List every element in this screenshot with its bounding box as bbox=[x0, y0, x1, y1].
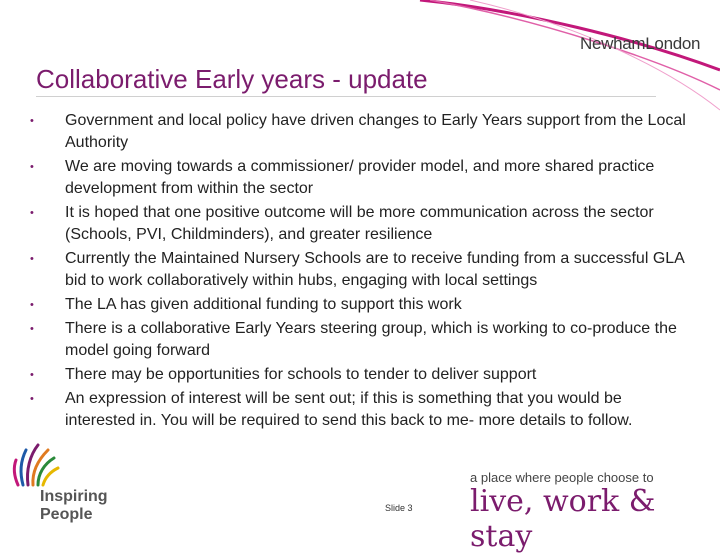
list-item: • There may be opportunities for schools to tender to deliver support bbox=[30, 364, 690, 386]
slide-title: Collaborative Early years - update bbox=[36, 64, 428, 94]
list-item: • Currently the Maintained Nursery Schools are to receive funding from a successful GLA bid to work collaboratively within hubs, engaging with local settings bbox=[30, 248, 690, 292]
list-item: • We are moving towards a commissioner/ provider model, and more shared practice development from within the sector bbox=[30, 156, 690, 200]
newham-london-logo bbox=[580, 34, 700, 54]
slide-number: Slide 3 bbox=[385, 503, 413, 513]
list-item: • An expression of interest will be sent out; if this is something that you would be interested in. You will be required to send this back to me- more details to follow. bbox=[30, 388, 690, 432]
bullet-icon: • bbox=[30, 253, 34, 265]
title-divider bbox=[36, 96, 656, 97]
bullet-icon: • bbox=[30, 207, 34, 219]
list-item: • Government and local policy have driven changes to Early Years support from the Local Authority bbox=[30, 110, 690, 154]
list-item: • It is hoped that one positive outcome will be more communication across the sector (Schools, PVI, Childminders), and greater resilience bbox=[30, 202, 690, 246]
bullet-list bbox=[30, 110, 690, 434]
bullet-icon: • bbox=[30, 115, 34, 127]
brand-newham: Newham bbox=[580, 34, 646, 53]
tagline: a place where people choose to bbox=[470, 470, 654, 485]
inspiring-people-text: Inspiring People bbox=[40, 488, 108, 523]
slogan: live, work & stay bbox=[470, 484, 656, 554]
list-item: • The LA has given additional funding to support this work bbox=[30, 294, 690, 316]
bullet-icon: • bbox=[30, 393, 34, 405]
brand-london: London bbox=[645, 34, 701, 53]
list-item: • There is a collaborative Early Years steering group, which is working to co-produce the model going forward bbox=[30, 318, 690, 362]
bullet-icon: • bbox=[30, 323, 34, 335]
header-swoosh bbox=[0, 0, 720, 120]
bullet-icon: • bbox=[30, 161, 34, 173]
bullet-icon: • bbox=[30, 299, 34, 311]
bullet-icon: • bbox=[30, 369, 34, 381]
